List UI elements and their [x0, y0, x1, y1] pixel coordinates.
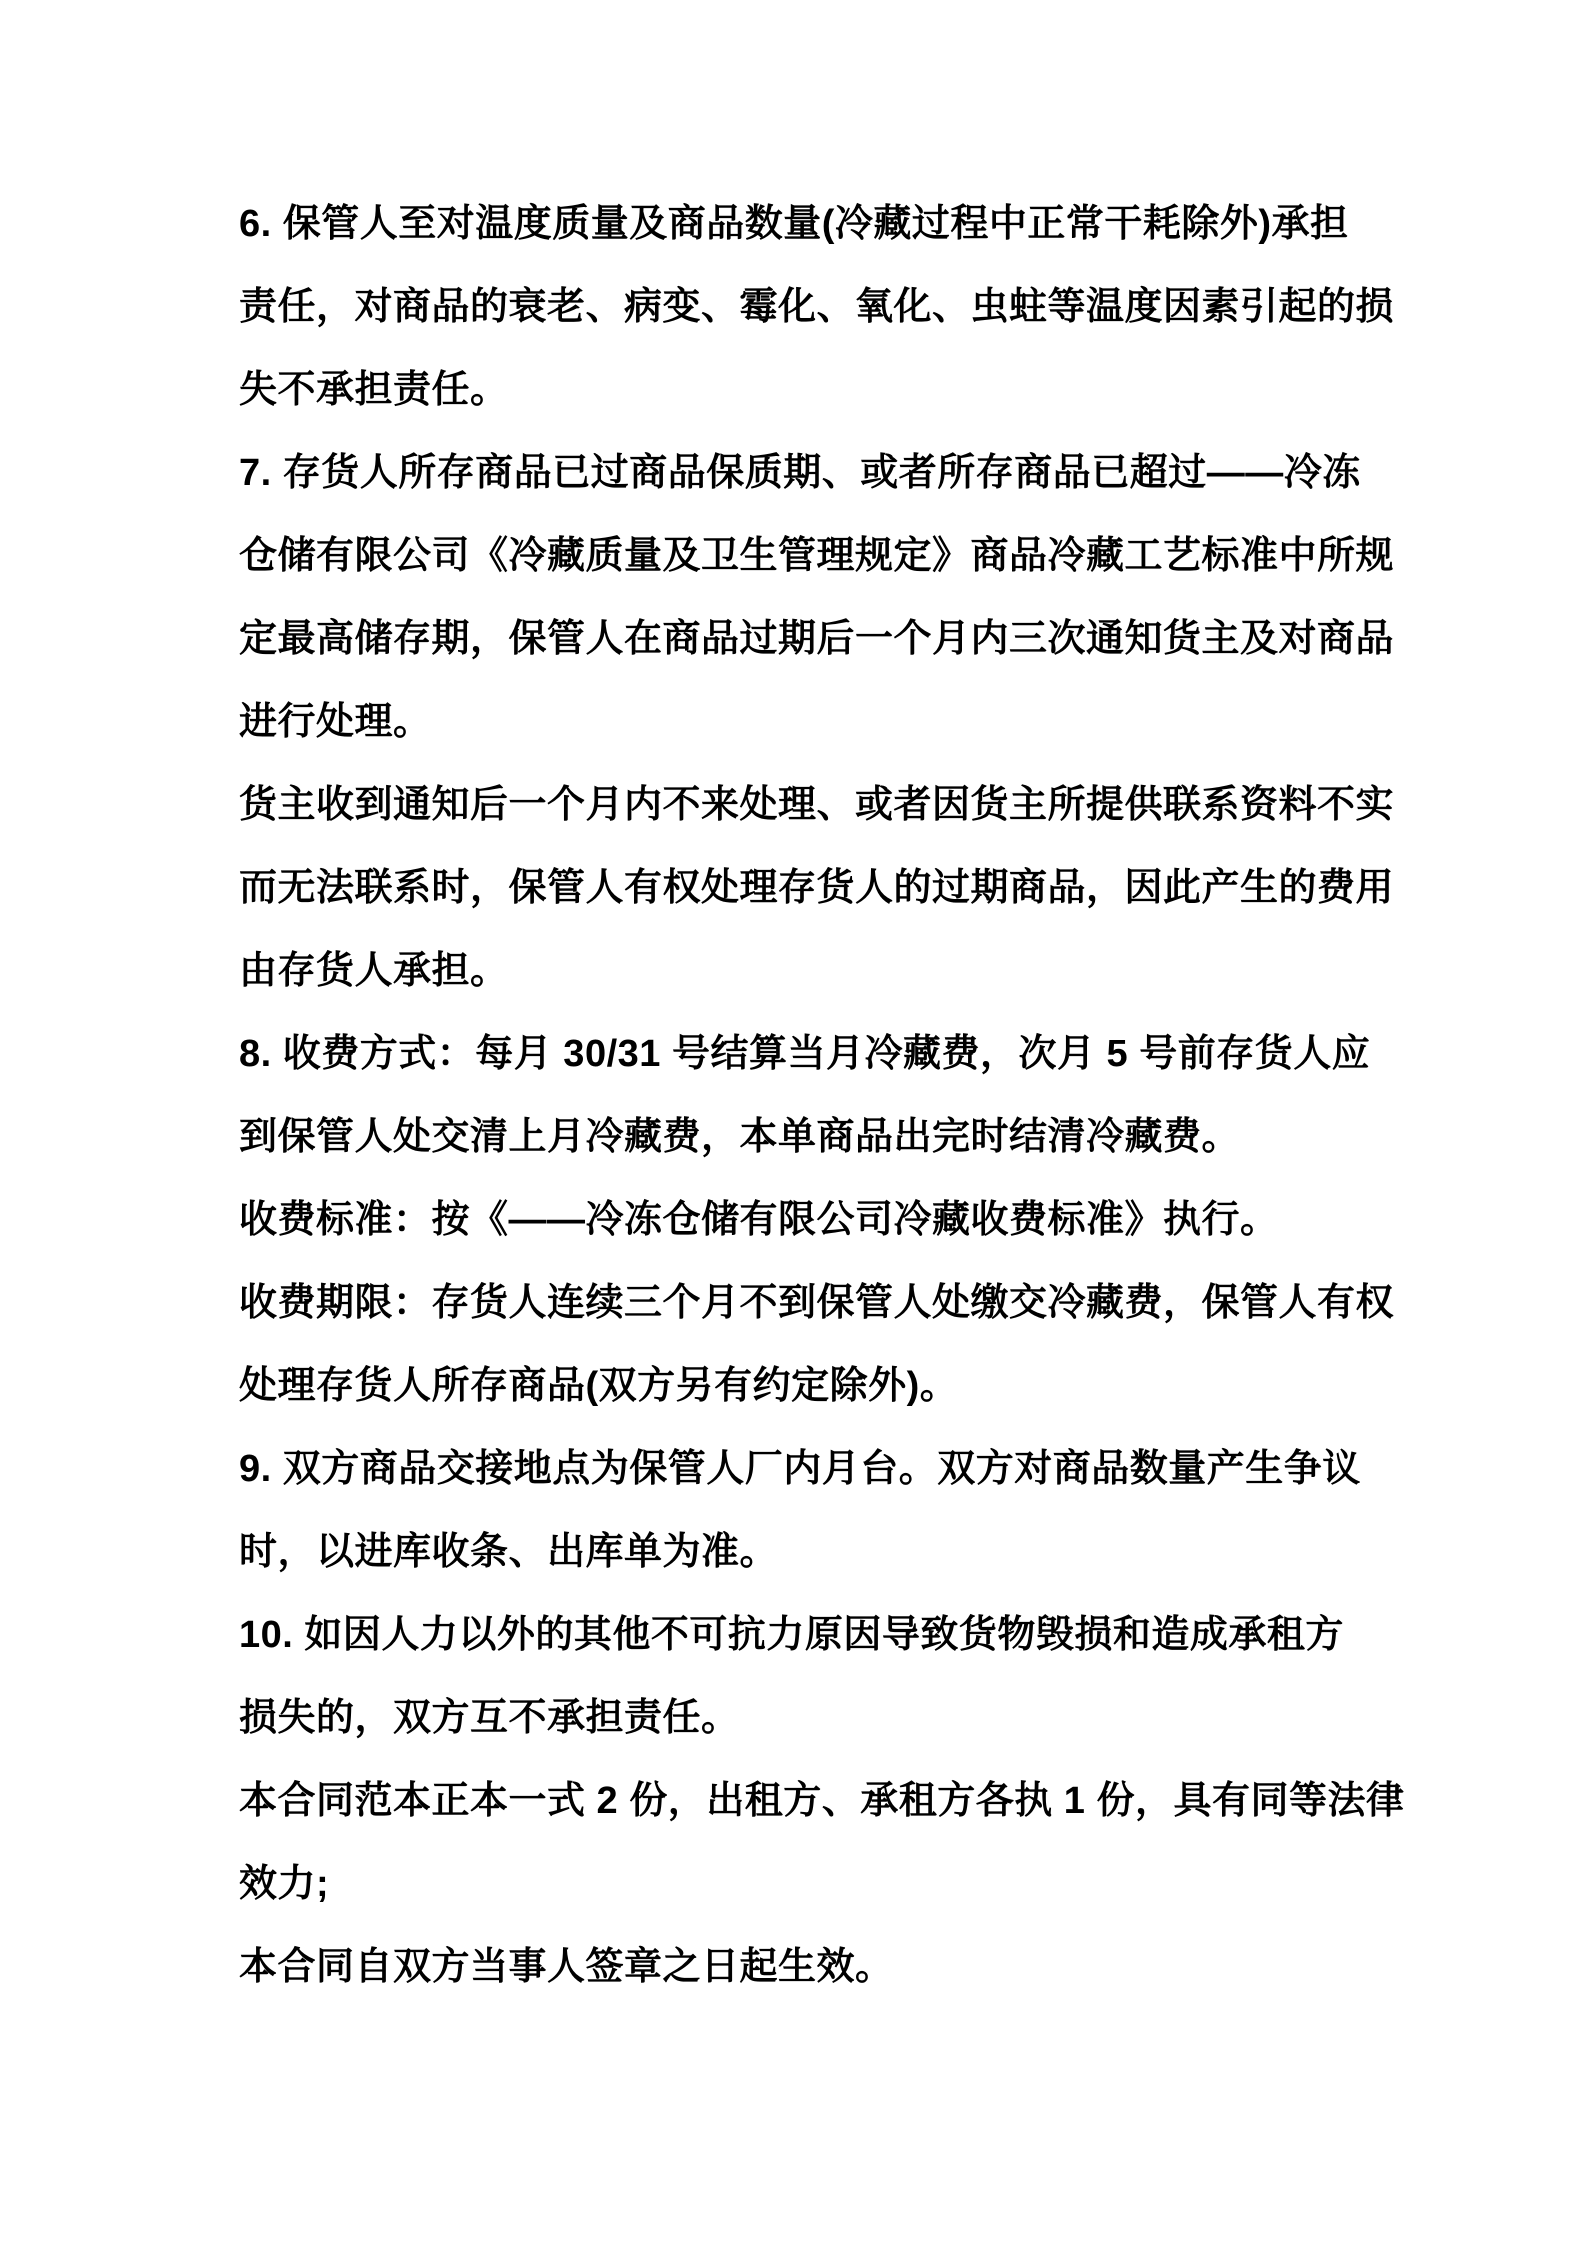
clause-8-fee-standard-line: 收费标准：按《——冷冻仓储有限公司冷藏收费标准》执行。	[239, 1199, 1279, 1241]
clause-7-line-4: 进行处理。	[239, 701, 432, 743]
contract-text-block	[239, 183, 1469, 2009]
clause-6-line-3: 失不承担责任。	[239, 369, 509, 411]
clause-7-line-3: 定最高储存期，保管人在商品过期后一个月内三次通知货主及对商品	[239, 618, 1395, 660]
clause-7-para-2-line-1: 货主收到通知后一个月内不来处理、或者因货主所提供联系资料不实	[239, 784, 1395, 826]
clause-6-line-1: 6. 保管人至对温度质量及商品数量(冷藏过程中正常干耗除外)承担	[239, 203, 1349, 245]
clause-7-para-2-line-3: 由存货人承担。	[239, 950, 509, 992]
clause-8-fee-term-line-2: 处理存货人所存商品(双方另有约定除外)。	[239, 1365, 959, 1407]
clause-6-line-2: 责任，对商品的衰老、病变、霉化、氧化、虫蛀等温度因素引起的损	[239, 286, 1395, 328]
clause-10-line-1: 10. 如因人力以外的其他不可抗力原因导致货物毁损和造成承租方	[239, 1614, 1344, 1656]
clause-10-line-2: 损失的，双方互不承担责任。	[239, 1697, 740, 1739]
clause-8-line-2: 到保管人处交清上月冷藏费，本单商品出完时结清冷藏费。	[239, 1116, 1241, 1158]
clause-9-line-2: 时，以进库收条、出库单为准。	[239, 1531, 779, 1573]
clause-8-fee-term-line-1: 收费期限：存货人连续三个月不到保管人处缴交冷藏费，保管人有权	[239, 1282, 1395, 1324]
closing-copies-line-1: 本合同范本正本一式 2 份，出租方、承租方各执 1 份，具有同等法律	[239, 1780, 1405, 1822]
clause-8-line-1: 8. 收费方式：每月 30/31 号结算当月冷藏费，次月 5 号前存货人应	[239, 1033, 1371, 1075]
clause-7-line-2: 仓储有限公司《冷藏质量及卫生管理规定》商品冷藏工艺标准中所规	[239, 535, 1395, 577]
clause-7-para-2-line-2: 而无法联系时，保管人有权处理存货人的过期商品，因此产生的费用	[239, 867, 1395, 909]
closing-copies-line-2: 效力;	[239, 1863, 330, 1905]
closing-effective-line: 本合同自双方当事人签章之日起生效。	[239, 1946, 894, 1988]
clause-7-line-1: 7. 存货人所存商品已过商品保质期、或者所存商品已超过——冷冻	[239, 452, 1361, 494]
clause-9-line-1: 9. 双方商品交接地点为保管人厂内月台。双方对商品数量产生争议	[239, 1448, 1361, 1490]
